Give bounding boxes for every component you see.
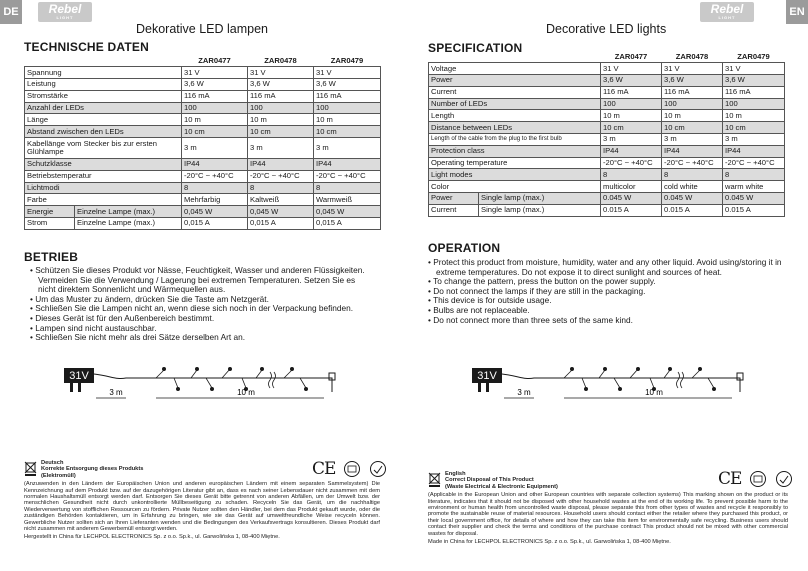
spec-value: 8 bbox=[662, 169, 723, 181]
spec-row-color bbox=[429, 181, 785, 193]
spec-value: 0,045 W bbox=[182, 206, 248, 218]
spec-value: 31 V bbox=[662, 63, 723, 75]
spec-label: Current bbox=[429, 204, 479, 216]
led-bulb bbox=[570, 367, 573, 370]
led-bulb bbox=[712, 387, 715, 390]
disposal-subtitle: (Waste Electrical & Electronic Equipment) bbox=[445, 483, 558, 490]
spec-value: 10 m bbox=[182, 114, 248, 126]
cable-length-label: 3 m bbox=[109, 388, 123, 397]
led-bulb bbox=[304, 387, 307, 390]
spec-row-voltage bbox=[429, 63, 785, 75]
spec-value: 3 m bbox=[248, 138, 314, 159]
ce-mark: CE bbox=[312, 459, 336, 479]
spec-value: IP44 bbox=[662, 145, 723, 157]
spec-value: 10 cm bbox=[601, 122, 662, 134]
model-header: ZAR0477 bbox=[601, 51, 662, 63]
spec-value: 31 V bbox=[601, 63, 662, 75]
spec-value: -20°C ~ +40°C bbox=[723, 157, 785, 169]
spec-row-current bbox=[429, 86, 785, 98]
spec-value: 0.015 A bbox=[601, 204, 662, 216]
spec-value: Kaltweiß bbox=[248, 194, 314, 206]
spec-value: 116 mA bbox=[248, 90, 314, 102]
operation-item: • Dieses Gerät ist für den Außenbereich bestimmt. bbox=[30, 314, 370, 324]
led-string-diagram bbox=[464, 362, 764, 408]
spec-value: 3 m bbox=[314, 138, 381, 159]
document-title: Dekorative LED lampen bbox=[136, 22, 269, 36]
spec-row-schutz bbox=[25, 159, 381, 171]
spec-row-current-single bbox=[429, 204, 785, 216]
brand-logo bbox=[38, 2, 92, 22]
operation-item: • Do not connect more than three sets of the same kind. bbox=[428, 316, 788, 326]
spec-label: Power bbox=[429, 75, 601, 87]
spec-value: 31 V bbox=[314, 67, 381, 79]
spec-value: 3,6 W bbox=[723, 75, 785, 87]
operation-item: • Bulbs are not replaceable. bbox=[428, 306, 788, 316]
plug-pin bbox=[478, 383, 481, 392]
operation-heading: BETRIEB bbox=[24, 250, 79, 264]
spec-value: IP44 bbox=[248, 159, 314, 171]
wheelie-bin-icon bbox=[428, 471, 441, 487]
spec-value: IP44 bbox=[723, 145, 785, 157]
spec-label: Number of LEDs bbox=[429, 98, 601, 110]
spec-value: 10 cm bbox=[314, 126, 381, 138]
spec-value: 0,015 A bbox=[314, 218, 381, 230]
operation-list bbox=[30, 266, 370, 343]
spec-row-kabel bbox=[25, 138, 381, 159]
led-bulbs bbox=[564, 367, 716, 390]
spec-value: 10 cm bbox=[248, 126, 314, 138]
operation-item: • Protect this product from moisture, humidity, water and any other liquid. Avoid using/storing it in extreme temperatures. Do not expose it to direct sunlight and sources of heat. bbox=[428, 258, 788, 277]
spec-value: 8 bbox=[601, 169, 662, 181]
disposal-body: (Anzuwenden in den Ländern der Europäischen Union und anderen europäischen Ländern mit einem separaten Sammelsystem) Die Kennzeichnung auf dem Produkt bzw. auf der dazugehörigen Literatur gibt an, dass es nach seiner Lebensdauer nicht zusammen mit dem normalen Haushaltsmüll entsorgt werden darf. Entsorgen Sie dieses Gerät bitte getrennt von anderen Abfällen, um der Umwelt bzw. der menschlichen Gesundheit nicht durch unkontrollierte Müllbeseitigung zu schaden. Recyceln Sie das Gerät, um die nachhaltige Wiederverwertung von stofflichen Ressourcen zu fördern. Private Nutzer sollten den Händler, bei dem das Produkt gekauft wurde, oder die zuständigen Behörden kontaktieren, um in Erfahrung zu bringen, wie sie das Gerät auf umweltfreundliche Weise recyceln können. Gewerbliche Nutzer sollten sich an Ihren Lieferanten wenden und die Bedingungen des Verkaufsvertrags konsultieren. Dieses Produkt darf nicht zusammen mit anderem Gewerbemüll entsorgt werden. bbox=[24, 481, 380, 533]
spec-label: Lichtmodi bbox=[25, 182, 182, 194]
spec-value: 31 V bbox=[248, 67, 314, 79]
spec-label: Length bbox=[429, 110, 601, 122]
spec-row-length bbox=[429, 110, 785, 122]
page-english bbox=[404, 0, 808, 571]
spec-value: 100 bbox=[723, 98, 785, 110]
spec-label: Voltage bbox=[429, 63, 601, 75]
led-string-diagram bbox=[56, 362, 356, 408]
recycling-mark-icon bbox=[369, 460, 387, 478]
language-tag: DE bbox=[3, 6, 19, 18]
brand-name: Rebel bbox=[48, 2, 82, 16]
led-bulb bbox=[698, 367, 701, 370]
recycling-mark-icon bbox=[775, 470, 793, 488]
disposal-title: Korrekte Entsorgung dieses Produkts bbox=[41, 466, 144, 473]
spec-label: Strom bbox=[25, 218, 75, 230]
spec-row-licht bbox=[25, 182, 381, 194]
operation-list bbox=[428, 258, 788, 325]
string-length-label: 10 m bbox=[237, 388, 255, 397]
spec-label: Kabellänge vom Stecker bis zur ersten Glühlampe bbox=[25, 138, 182, 159]
led-bulb bbox=[195, 367, 198, 370]
operation-item: • Do not connect the lamps if they are still in the packaging. bbox=[428, 287, 788, 297]
spec-value: 100 bbox=[601, 98, 662, 110]
operation-item: • Schließen Sie die Lampen nicht an, wenn diese sich noch in der Verpackung befinden. bbox=[30, 304, 370, 314]
spec-header-row bbox=[25, 55, 381, 67]
spec-value: Mehrfarbig bbox=[182, 194, 248, 206]
spec-value: -20°C ~ +40°C bbox=[314, 170, 381, 182]
spec-value: 3 m bbox=[723, 134, 785, 146]
spec-value: 3,6 W bbox=[248, 79, 314, 91]
brand-sub: LIGHT bbox=[56, 15, 74, 20]
certification-marks bbox=[312, 459, 387, 479]
manufacturer-info: Made in China for LECHPOL ELECTRONICS Sp. z o.o. Sp.k., ul. Garwolińska 1, 08-400 Miętne. bbox=[428, 539, 671, 546]
spec-row-distance bbox=[429, 122, 785, 134]
spec-value: 10 cm bbox=[723, 122, 785, 134]
spec-value: IP44 bbox=[182, 159, 248, 171]
led-bulb bbox=[260, 367, 263, 370]
spec-value: 0.015 A bbox=[662, 204, 723, 216]
spec-value: -20°C ~ +40°C bbox=[248, 170, 314, 182]
spec-value: 0.045 W bbox=[662, 193, 723, 205]
operation-item: • This device is for outside usage. bbox=[428, 296, 788, 306]
operation-item: • Schützen Sie dieses Produkt vor Nässe, Feuchtigkeit, Wasser und anderen Flüssigkeiten. Vermeiden Sie die Verwendung / Lagerung bei extremen Temperaturen. Setzen Sie es nicht direktem Sonnenlicht und Wärmequellen aus. bbox=[30, 266, 370, 295]
led-bulb bbox=[668, 367, 671, 370]
spec-label: Operating temperature bbox=[429, 157, 601, 169]
spec-value: 10 m bbox=[662, 110, 723, 122]
brand-name: Rebel bbox=[710, 2, 744, 16]
operation-item: • To change the pattern, press the button on the power supply. bbox=[428, 277, 788, 287]
led-bulb bbox=[603, 367, 606, 370]
led-bulb bbox=[210, 387, 213, 390]
spec-sublabel: Einzelne Lampe (max.) bbox=[75, 206, 182, 218]
spec-value: 116 mA bbox=[314, 90, 381, 102]
spec-value: 116 mA bbox=[723, 86, 785, 98]
spec-row-power-single bbox=[429, 193, 785, 205]
spec-label: Distance between LEDs bbox=[429, 122, 601, 134]
led-bulb bbox=[228, 367, 231, 370]
spec-row-energie bbox=[25, 206, 381, 218]
spec-row-spannung bbox=[25, 67, 381, 79]
spec-value: 3,6 W bbox=[182, 79, 248, 91]
led-bulb bbox=[636, 367, 639, 370]
spec-label: Schutzklasse bbox=[25, 159, 182, 171]
spec-value: 100 bbox=[248, 102, 314, 114]
spec-value: 10 m bbox=[314, 114, 381, 126]
spec-label: Current bbox=[429, 86, 601, 98]
spec-value: 0,045 W bbox=[248, 206, 314, 218]
spec-row-temp bbox=[429, 157, 785, 169]
spec-value: 3 m bbox=[601, 134, 662, 146]
spec-value: 100 bbox=[314, 102, 381, 114]
spec-value: 116 mA bbox=[662, 86, 723, 98]
spec-value: 3 m bbox=[182, 138, 248, 159]
spec-heading: TECHNISCHE DATEN bbox=[24, 40, 149, 54]
plug-pin bbox=[486, 383, 489, 392]
model-header: ZAR0478 bbox=[662, 51, 723, 63]
spec-row-strom bbox=[25, 90, 381, 102]
led-bulb bbox=[584, 387, 587, 390]
spec-value: 10 m bbox=[723, 110, 785, 122]
spec-row-temp bbox=[25, 170, 381, 182]
spec-row-strom-single bbox=[25, 218, 381, 230]
spec-value: 3,6 W bbox=[601, 75, 662, 87]
disposal-subtitle: (Elektromüll) bbox=[41, 472, 76, 479]
spec-value: cold white bbox=[662, 181, 723, 193]
spec-value: -20°C ~ +40°C bbox=[601, 157, 662, 169]
spec-row-protection bbox=[429, 145, 785, 157]
spec-row-laenge bbox=[25, 114, 381, 126]
voltage-label: 31V bbox=[477, 370, 497, 382]
model-header: ZAR0479 bbox=[723, 51, 785, 63]
language-tag: EN bbox=[789, 6, 805, 18]
brand-sub: LIGHT bbox=[718, 15, 736, 20]
spec-value: 0.015 A bbox=[723, 204, 785, 216]
spec-value: -20°C ~ +40°C bbox=[662, 157, 723, 169]
spec-value: -20°C ~ +40°C bbox=[182, 170, 248, 182]
spec-value: 31 V bbox=[182, 67, 248, 79]
spec-value: 3 m bbox=[662, 134, 723, 146]
led-bulb bbox=[176, 387, 179, 390]
voltage-label: 31V bbox=[69, 370, 89, 382]
certification-marks bbox=[718, 469, 793, 489]
language-tab-en bbox=[786, 0, 808, 24]
spec-label: Length of the cable from the plug to the first bulb bbox=[429, 134, 601, 146]
spec-value: 0,015 A bbox=[182, 218, 248, 230]
spec-label: Spannung bbox=[25, 67, 182, 79]
spec-row-anzahl bbox=[25, 102, 381, 114]
operation-item: • Lampen sind nicht austauschbar. bbox=[30, 324, 370, 334]
language-tab-de bbox=[0, 0, 22, 24]
document-title: Decorative LED lights bbox=[546, 22, 667, 36]
spec-label: Light modes bbox=[429, 169, 601, 181]
spec-value: 0,045 W bbox=[314, 206, 381, 218]
plug-pin bbox=[70, 383, 73, 392]
spec-header-row bbox=[429, 51, 785, 63]
model-header: ZAR0479 bbox=[314, 55, 381, 67]
spec-value: IP44 bbox=[601, 145, 662, 157]
spec-table bbox=[428, 51, 785, 217]
spec-value: 116 mA bbox=[182, 90, 248, 102]
spec-value: 31 V bbox=[723, 63, 785, 75]
spec-row-leds bbox=[429, 98, 785, 110]
string-length-label: 10 m bbox=[645, 388, 663, 397]
spec-label: Energie bbox=[25, 206, 75, 218]
manufacturer-info: Hergestellt in China für LECHPOL ELECTRONICS Sp. z o.o. Sp.k., ul. Garwolińska 1, 08-400 Miętne. bbox=[24, 534, 280, 541]
spec-value: 100 bbox=[182, 102, 248, 114]
spec-value: 0.045 W bbox=[601, 193, 662, 205]
led-bulbs bbox=[156, 367, 308, 390]
spec-sublabel: Single lamp (max.) bbox=[479, 193, 601, 205]
spec-value: 100 bbox=[662, 98, 723, 110]
spec-label: Stromstärke bbox=[25, 90, 182, 102]
spec-label: Länge bbox=[25, 114, 182, 126]
spec-value: 3,6 W bbox=[662, 75, 723, 87]
spec-label: Protection class bbox=[429, 145, 601, 157]
eac-mark-icon bbox=[343, 460, 361, 478]
led-bulb bbox=[162, 367, 165, 370]
eac-mark-icon bbox=[749, 470, 767, 488]
spec-value: 8 bbox=[248, 182, 314, 194]
spec-row-leistung bbox=[25, 79, 381, 91]
spec-row-farbe bbox=[25, 194, 381, 206]
spec-value: 8 bbox=[314, 182, 381, 194]
spec-label: Power bbox=[429, 193, 479, 205]
spec-heading: SPECIFICATION bbox=[428, 41, 523, 55]
plug-pin bbox=[78, 383, 81, 392]
spec-value: warm white bbox=[723, 181, 785, 193]
operation-heading: OPERATION bbox=[428, 241, 501, 255]
model-header: ZAR0477 bbox=[182, 55, 248, 67]
spec-row-modes bbox=[429, 169, 785, 181]
spec-value: 10 cm bbox=[662, 122, 723, 134]
spec-row-power bbox=[429, 75, 785, 87]
spec-value: 10 m bbox=[248, 114, 314, 126]
spec-label: Anzahl der LEDs bbox=[25, 102, 182, 114]
led-bulb bbox=[290, 367, 293, 370]
spec-value: 0,015 A bbox=[248, 218, 314, 230]
model-header: ZAR0478 bbox=[248, 55, 314, 67]
spec-value: multicolor bbox=[601, 181, 662, 193]
spec-value: 3,6 W bbox=[314, 79, 381, 91]
spec-label: Abstand zwischen den LEDs bbox=[25, 126, 182, 138]
spec-label: Leistung bbox=[25, 79, 182, 91]
disposal-language: English bbox=[445, 471, 466, 477]
brand-logo bbox=[700, 2, 754, 22]
spec-row-abstand bbox=[25, 126, 381, 138]
disposal-language: Deutsch bbox=[41, 460, 64, 466]
spec-value: 0.045 W bbox=[723, 193, 785, 205]
operation-item: • Um das Muster zu ändern, drücken Sie die Taste am Netzgerät. bbox=[30, 295, 370, 305]
spec-label: Color bbox=[429, 181, 601, 193]
spec-value: 10 m bbox=[601, 110, 662, 122]
ce-mark: CE bbox=[718, 469, 742, 489]
disposal-title: Correct Disposal of This Product bbox=[445, 477, 534, 484]
spec-value: 10 cm bbox=[182, 126, 248, 138]
spec-row-cable bbox=[429, 134, 785, 146]
spec-sublabel: Einzelne Lampe (max.) bbox=[75, 218, 182, 230]
disposal-body: (Applicable in the European Union and other European countries with separate collection systems) This marking shown on the product or its literature, indicates that it should not be disposed with other household wastes at the end of its working life. To prevent possible harm to the environment or human health from uncontrolled waste disposal, please separate this from other types of wastes and recycle it responsibly to promote the sustainable reuse of material resources. Household users should contact either the retailer where they purchased this product, or their local government office, for details of where and how they can take this item for environmentally safe recycling. Business users should contact their supplier and check the terms and conditions of the purchase contract This product should not be mixed with other commercial wastes for disposal. bbox=[428, 492, 788, 537]
spec-value: IP44 bbox=[314, 159, 381, 171]
cable-length-label: 3 m bbox=[517, 388, 531, 397]
spec-label: Betriebstemperatur bbox=[25, 170, 182, 182]
spec-value: Warmweiß bbox=[314, 194, 381, 206]
spec-sublabel: Single lamp (max.) bbox=[479, 204, 601, 216]
wheelie-bin-icon bbox=[24, 460, 37, 476]
spec-table bbox=[24, 55, 381, 230]
spec-value: 8 bbox=[182, 182, 248, 194]
operation-item: • Schließen Sie nicht mehr als drei Sätze derselben Art an. bbox=[30, 333, 370, 343]
spec-value: 8 bbox=[723, 169, 785, 181]
led-bulb bbox=[618, 387, 621, 390]
spec-value: 116 mA bbox=[601, 86, 662, 98]
spec-label: Farbe bbox=[25, 194, 182, 206]
